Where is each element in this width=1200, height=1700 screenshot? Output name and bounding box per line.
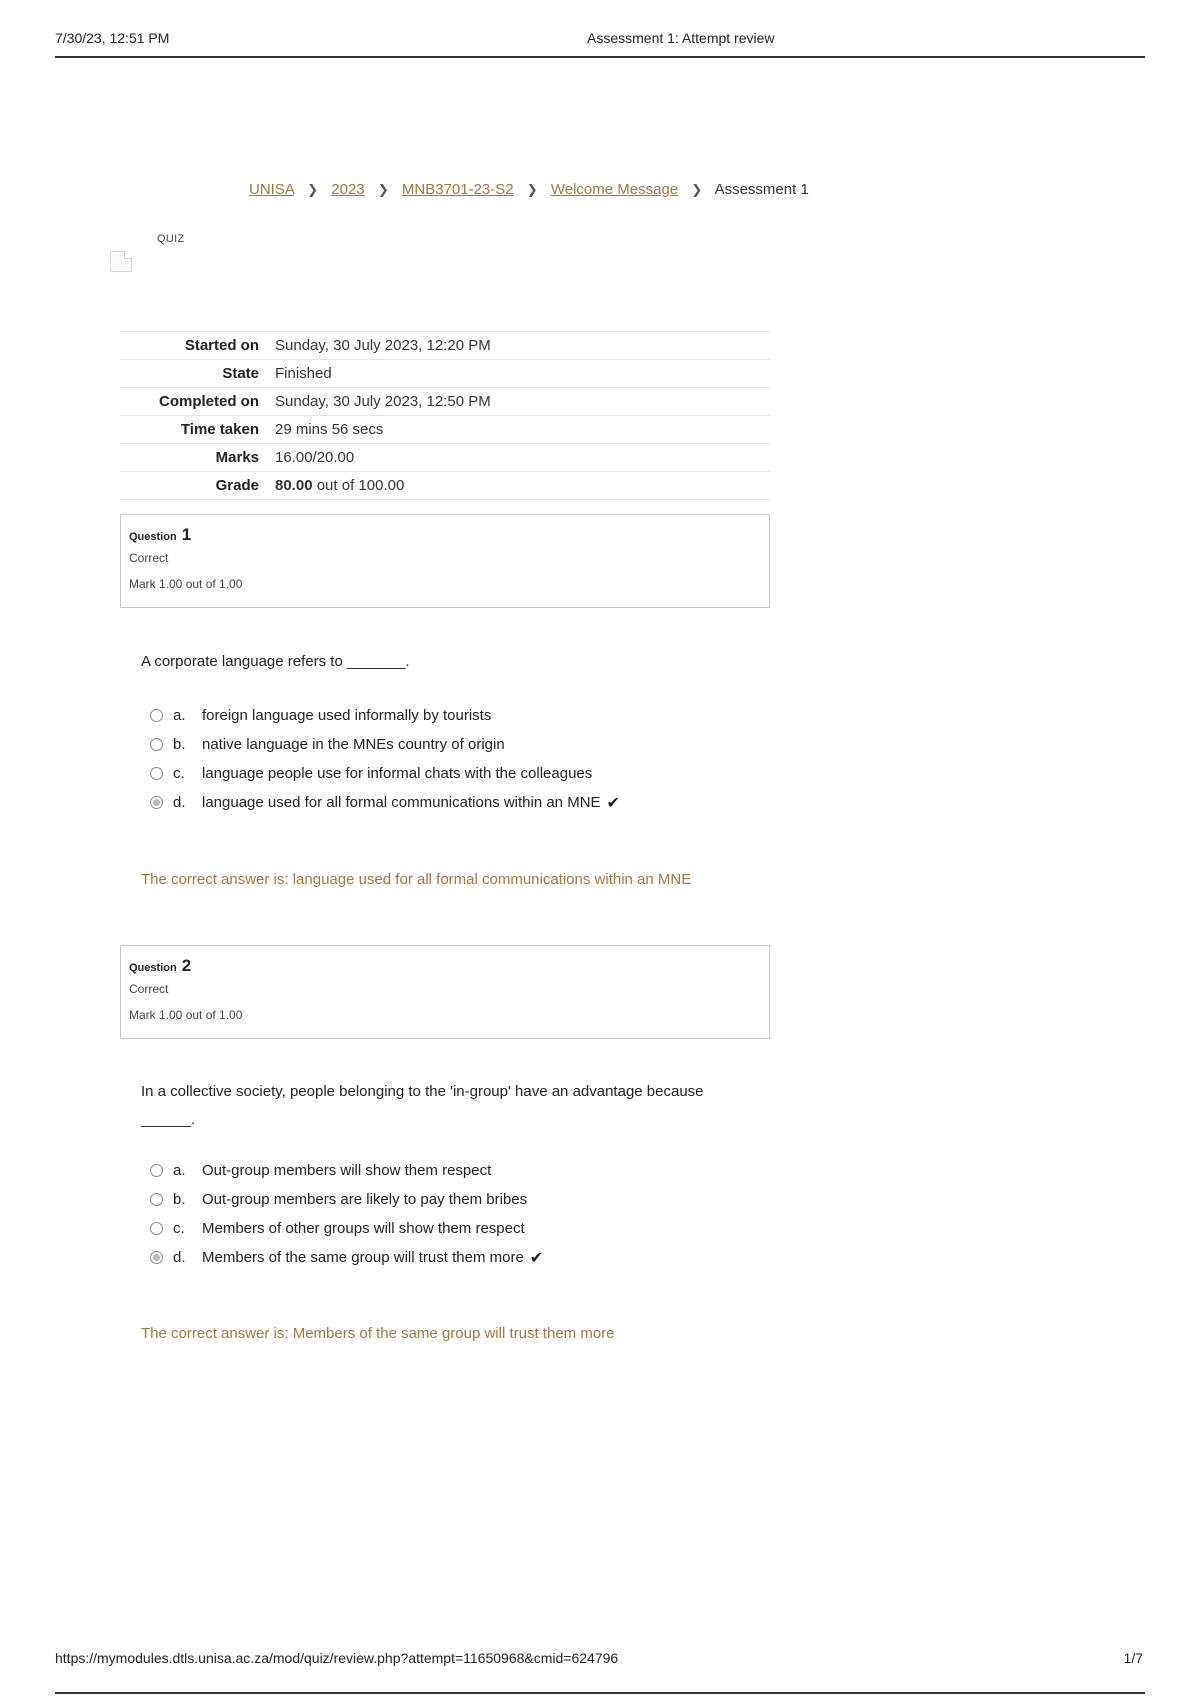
answer-option[interactable] <box>150 1156 770 1185</box>
option-letter: a. <box>173 1162 186 1179</box>
radio-button-selected[interactable] <box>150 1251 163 1264</box>
question-label: Question <box>129 531 177 543</box>
option-letter: d. <box>173 1249 186 1266</box>
answer-option[interactable] <box>150 1243 770 1272</box>
quiz-icon <box>110 251 132 272</box>
print-page-title: Assessment 1: Attempt review <box>587 30 775 46</box>
summary-row-grade <box>120 472 770 500</box>
chevron-right-icon: ❯ <box>307 182 319 197</box>
question-number-value: 2 <box>181 956 192 975</box>
correct-answer-feedback: The correct answer is: Members of the same group will trust them more <box>141 1325 615 1342</box>
radio-button[interactable] <box>150 738 163 751</box>
option-text: language used for all formal communications within an MNE <box>202 794 601 811</box>
summary-row-started <box>120 332 770 360</box>
print-url: https://mymodules.dtls.unisa.ac.za/mod/quiz/review.php?attempt=11650968&cmid=624796 <box>55 1650 619 1666</box>
breadcrumb-link-unisa[interactable]: UNISA <box>249 181 295 198</box>
breadcrumb-current: Assessment 1 <box>714 181 809 198</box>
option-text: Members of other groups will show them respect <box>202 1220 525 1237</box>
breadcrumb-link-year[interactable]: 2023 <box>331 181 365 198</box>
state-value: Finished <box>275 365 332 382</box>
radio-button[interactable] <box>150 709 163 722</box>
option-letter: d. <box>173 794 186 811</box>
question-label: Question <box>129 962 177 974</box>
option-letter: a. <box>173 707 186 724</box>
question-text-line: In a collective society, people belonging to the 'in-group' have an advantage because <box>141 1083 704 1100</box>
state-label: State <box>222 365 259 382</box>
print-header <box>55 30 1145 58</box>
grade-value-cell <box>275 472 770 500</box>
time-taken-label: Time taken <box>180 421 259 438</box>
summary-row-completed <box>120 388 770 416</box>
option-text: native language in the MNEs country of origin <box>202 736 505 753</box>
chevron-right-icon: ❯ <box>526 182 538 197</box>
question-state: Correct <box>129 551 169 565</box>
grade-suffix: out of 100.00 <box>312 477 405 494</box>
completed-on-label: Completed on <box>159 393 259 410</box>
attempt-summary-table <box>120 331 770 500</box>
page-number: 1/7 <box>1123 1650 1143 1666</box>
radio-button[interactable] <box>150 1193 163 1206</box>
option-text: foreign language used informally by tourists <box>202 707 492 724</box>
started-on-value: Sunday, 30 July 2023, 12:20 PM <box>275 337 491 354</box>
chevron-right-icon: ❯ <box>691 182 703 197</box>
question-state: Correct <box>129 982 169 996</box>
breadcrumb-link-section[interactable]: Welcome Message <box>550 181 679 198</box>
answer-option[interactable] <box>150 759 770 788</box>
answer-option[interactable] <box>150 730 770 759</box>
marks-label: Marks <box>215 449 259 466</box>
time-taken-value: 29 mins 56 secs <box>275 421 384 438</box>
answer-option[interactable] <box>150 1185 770 1214</box>
option-text: Out-group members will show them respect <box>202 1162 492 1179</box>
footer-divider <box>55 1692 1145 1694</box>
marks-value: 16.00/20.00 <box>275 449 355 466</box>
question-number <box>129 525 761 545</box>
option-text: Members of the same group will trust them more <box>202 1249 524 1266</box>
radio-button[interactable] <box>150 1222 163 1235</box>
question-info-box <box>120 514 770 608</box>
answer-options <box>150 701 770 817</box>
completed-on-value: Sunday, 30 July 2023, 12:50 PM <box>275 393 491 410</box>
option-letter: c. <box>173 765 185 782</box>
answer-option[interactable] <box>150 1214 770 1243</box>
question-text: A corporate language refers to _______. <box>141 653 410 670</box>
option-text: language people use for informal chats with the colleagues <box>202 765 593 782</box>
summary-row-state <box>120 360 770 388</box>
option-letter: b. <box>173 1191 186 1208</box>
question-text-line: ______. <box>141 1111 196 1128</box>
summary-row-time <box>120 416 770 444</box>
question-number <box>129 956 761 976</box>
question-text <box>141 1078 761 1134</box>
question-number-value: 1 <box>181 525 192 544</box>
answer-options <box>150 1156 770 1272</box>
check-icon: ✔ <box>606 794 620 812</box>
radio-button[interactable] <box>150 767 163 780</box>
print-date: 7/30/23, 12:51 PM <box>55 30 170 46</box>
option-letter: b. <box>173 736 186 753</box>
radio-button[interactable] <box>150 1164 163 1177</box>
breadcrumb-link-course[interactable]: MNB3701-23-S2 <box>401 181 514 198</box>
question-mark: Mark 1.00 out of 1.00 <box>129 577 243 591</box>
radio-button-selected[interactable] <box>150 796 163 809</box>
chevron-right-icon: ❯ <box>377 182 389 197</box>
question-info-box <box>120 945 770 1039</box>
answer-option[interactable] <box>150 701 770 730</box>
option-letter: c. <box>173 1220 185 1237</box>
grade-value: 80.00 <box>275 477 313 494</box>
breadcrumb <box>249 181 809 198</box>
question-mark: Mark 1.00 out of 1.00 <box>129 1008 243 1022</box>
grade-label: Grade <box>215 477 259 494</box>
option-text: Out-group members are likely to pay them bribes <box>202 1191 528 1208</box>
check-icon: ✔ <box>529 1249 544 1267</box>
correct-answer-feedback: The correct answer is: language used for all formal communications within an MNE <box>141 871 692 888</box>
activity-type-label: QUIZ <box>157 233 185 245</box>
answer-option[interactable] <box>150 788 770 817</box>
summary-row-marks <box>120 444 770 472</box>
started-on-label: Started on <box>184 337 259 354</box>
